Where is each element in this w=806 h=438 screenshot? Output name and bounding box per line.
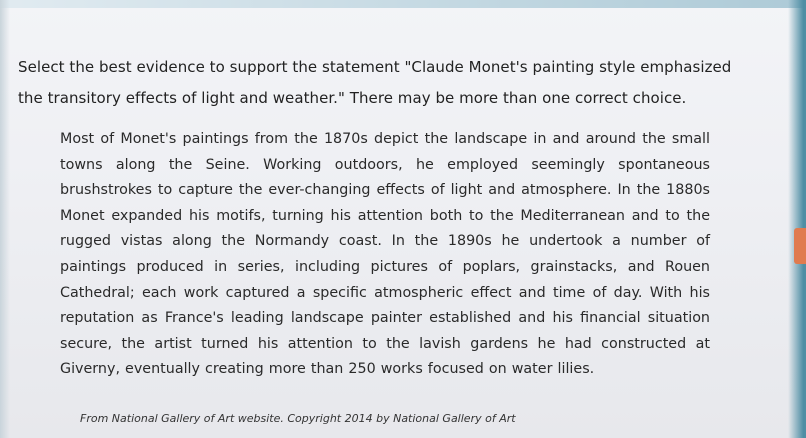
right-edge bbox=[788, 0, 806, 438]
side-tab[interactable] bbox=[794, 228, 806, 264]
question-prompt: Select the best evidence to support the statement "Claude Monet's painting style emphasized the transitory effects of light and weather." There may be more than one correct choice. bbox=[18, 58, 732, 107]
top-band bbox=[0, 0, 806, 8]
left-edge bbox=[0, 0, 10, 438]
passage-text: Most of Monet's paintings from the 1870s depict the landscape in and around the small towns along the Seine. Working outdoors, he employed seemingly spontaneous brushstrokes to capture the ever-changing effects of light and atmosphere. In the 1880s Monet expanded his motifs, turning his attention both to the Mediterranean and to the rugged vistas along the Normandy coast. In the 1890s he undertook a number of paintings produced in series, including pictures of poplars, grainstacks, and Rouen Cathedral; each work captured a specific atmospheric effect and time of day. With his reputation as France's leading landscape painter established and his financial situation secure, the artist turned his attention to the lavish gardens he had constructed at Giverny, eventually creating more than 250 works focused on water lilies. bbox=[60, 131, 710, 378]
citation: From National Gallery of Art website. Copyright 2014 by National Gallery of Art bbox=[80, 412, 516, 425]
